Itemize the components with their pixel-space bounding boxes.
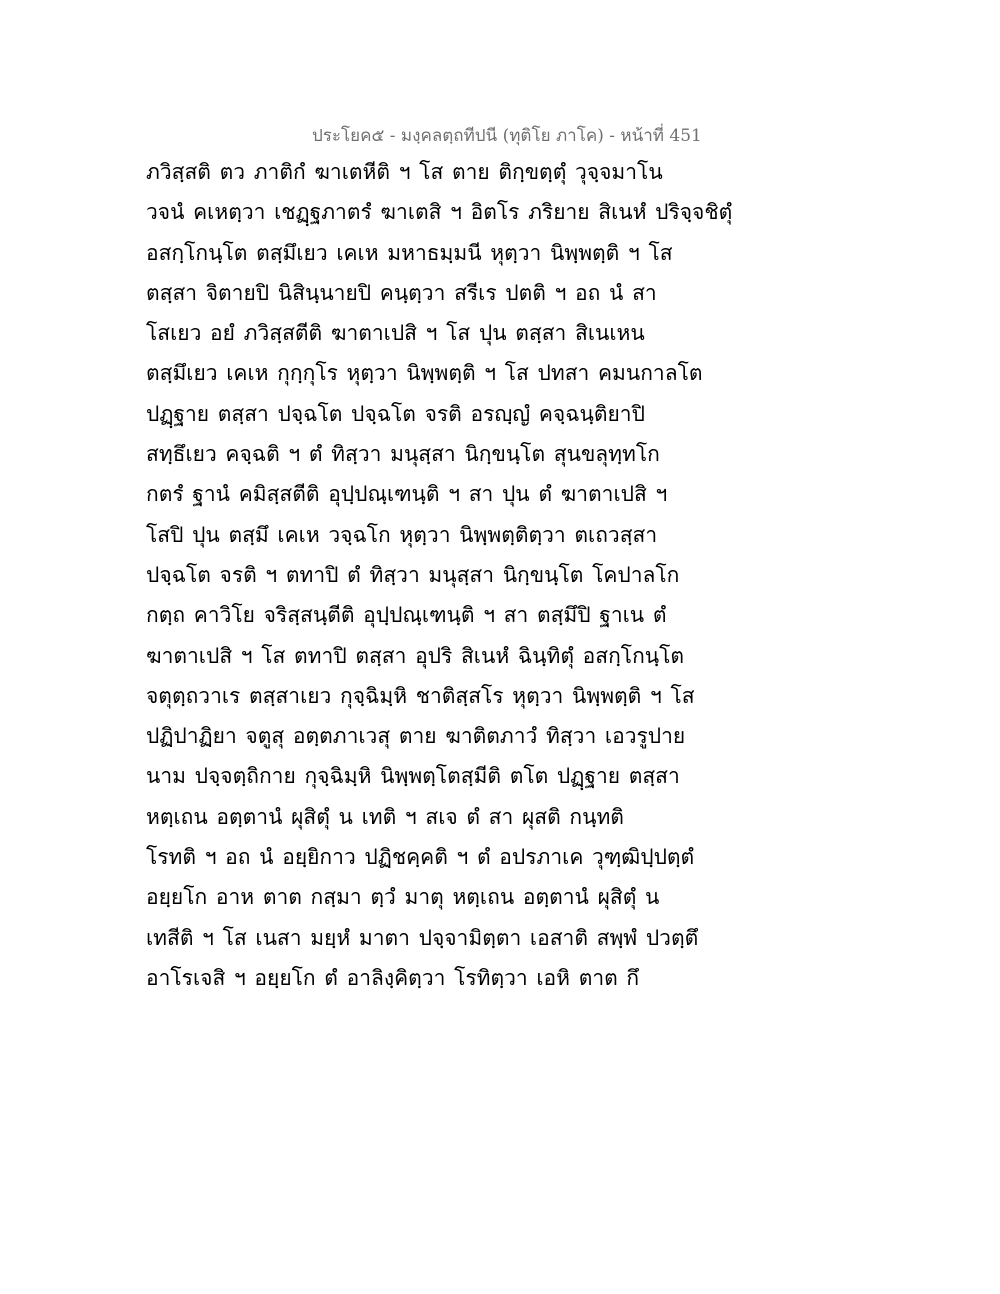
text-line: กตรํ ฐานํ คมิสฺสตีติ อุปฺปณฺเฑนฺติ ฯ สา ปุน ตํ ฆาตาเปสิ ฯ (146, 482, 668, 507)
text-line: ตสฺมึเยว เคเห กุกฺกุโร หุตฺวา นิพฺพตฺติ ฯ โส ปทสา คมนกาลโต (146, 361, 703, 386)
text-line: ปฏิปาฏิยา จตูสุ อตฺตภาเวสุ ตาย ฆาติตภาวํ ทิสฺวา เอวรูปาย (146, 724, 686, 749)
text-line: สทฺธึเยว คจฺฉติ ฯ ตํ ทิสฺวา มนุสฺสา นิกฺขนฺโต สุนขลุทฺทโก (146, 442, 660, 467)
text-line: หตฺเถน อตฺตานํ ผุสิตุํ น เทติ ฯ สเจ ตํ สา ผุสติ กนฺทติ (146, 804, 624, 829)
text-line: วจนํ คเหตฺวา เชฏฺฐภาตรํ ฆาเตสิ ฯ อิตโร ภริยาย สิเนหํ ปริจฺจชิตุํ (146, 200, 733, 225)
text-line: โสเยว อยํ ภวิสฺสตีติ ฆาตาเปสิ ฯ โส ปุน ตสฺสา สิเนเหน (146, 321, 645, 346)
text-line: ปฏฺฐาย ตสฺสา ปจฺฉโต ปจฺฉโต จรติ อรญฺญํ คจฺฉนฺติยาปิ (146, 401, 645, 426)
text-line: โสปิ ปุน ตสฺมึ เคเห วจฺฉโก หุตฺวา นิพฺพตฺติตฺวา ตเถวสฺสา (146, 522, 658, 547)
body-text (146, 152, 733, 998)
text-line: อสกฺโกนฺโต ตสฺมึเยว เคเห มหาธมฺมนี หุตฺวา นิพฺพตฺติ ฯ โส (146, 240, 673, 265)
text-line: กตฺถ คาวิโย จริสฺสนฺตีติ อุปฺปณฺเฑนฺติ ฯ สา ตสฺมึปิ ฐาเน ตํ (146, 603, 667, 628)
text-line: ปจฺฉโต จรติ ฯ ตทาปิ ตํ ทิสฺวา มนุสฺสา นิกฺขนฺโต โคปาลโก (146, 562, 680, 587)
text-line: อยฺยโก อาห ตาต กสฺมา ตฺวํ มาตุ หตฺเถน อตฺตานํ ผุสิตุํ น (146, 885, 660, 910)
text-line: นาม ปจฺจตฺถิกาย กุจฺฉิมฺหิ นิพฺพตฺโตสฺมีติ ตโต ปฏฺฐาย ตสฺสา (146, 764, 680, 789)
text-line: ฆาตาเปสิ ฯ โส ตทาปิ ตสฺสา อุปริ สิเนหํ ฉินฺทิตุํ อสกฺโกนฺโต (146, 643, 685, 668)
text-line: จตุตฺถวาเร ตสฺสาเยว กุจฺฉิมฺหิ ชาติสฺสโร หุตฺวา นิพฺพตฺติ ฯ โส (146, 683, 695, 708)
text-line: อาโรเจสิ ฯ อยฺยโก ตํ อาลิงฺคิตฺวา โรทิตฺวา เอหิ ตาต กึ (146, 965, 640, 990)
text-line: ตสฺสา จิตายปิ นิสินฺนายปิ คนฺตฺวา สรีเร ปตติ ฯ อถ นํ สา (146, 280, 657, 305)
text-line: โรทติ ฯ อถ นํ อยฺยิกาว ปฏิชคฺคติ ฯ ตํ อปรภาเค วุฑฺฒิปฺปตฺตํ (146, 845, 695, 870)
running-header: ประโยค๕ - มงฺคลตฺถทีปนี (ทุติโย ภาโค) - หน้าที่ 451 (312, 126, 702, 146)
text-line: เทสีติ ฯ โส เนสา มยฺหํ มาตา ปจฺจามิตฺตา เอสาติ สพฺพํ ปวตฺตึ (146, 925, 699, 950)
text-line: ภวิสฺสติ ตว ภาติกํ ฆาเตหีติ ฯ โส ตาย ติกฺขตฺตุํ วุจฺจมาโน (146, 160, 663, 184)
